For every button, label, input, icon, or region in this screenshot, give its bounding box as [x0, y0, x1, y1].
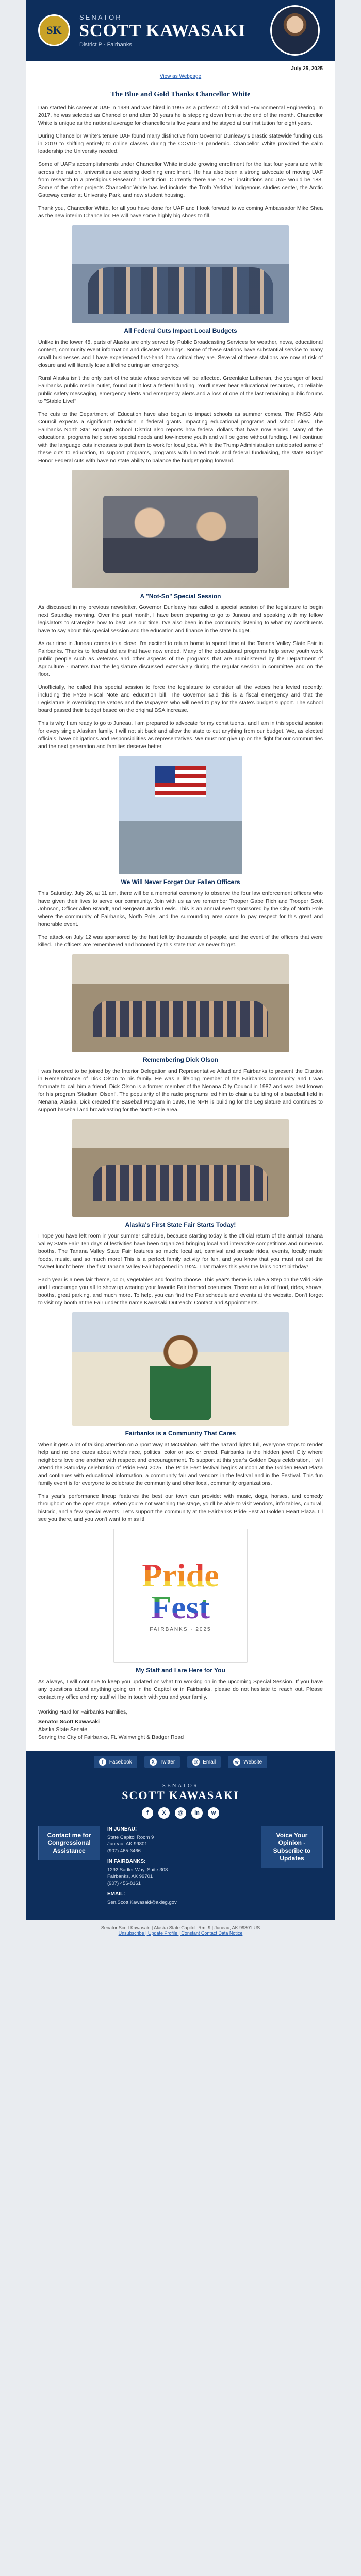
email-icon[interactable]: @	[175, 1807, 186, 1819]
footer-senator-name: SCOTT KAWASAKI	[122, 1789, 239, 1802]
linkedin-icon[interactable]: in	[191, 1807, 203, 1819]
header-district: District P · Fairbanks	[79, 41, 132, 48]
section-title: All Federal Cuts Impact Local Budgets	[124, 327, 237, 334]
paragraph: When it gets a lot of talking attention on Airport Way at McGahhan, with the hazard lights full, everyone stops to render help and no one cares about who's race, politics, color or sex or creed. Fairbanks is the hidden jewel City where neighbors love one another with respect and encouragement. To support at this year's Golden Days celebration, I will attend the Saturday celebration of Pride Fest 2025! The Pride Fest festival begins at noon at the Golden Heart Plaza and continues with educational information, a community fair and vendors in the festival and in the Festival. This fun family event is for everyone to celebrate the community and other local, community organizations.	[38, 1442, 323, 1486]
section-federal-cuts	[26, 327, 335, 588]
legal-address: Senator Scott Kawasaki | Alaska State Capitol, Rm. 9 | Juneau, AK 99801 US	[101, 1925, 260, 1930]
section-title: Alaska's First State Fair Starts Today!	[125, 1221, 236, 1228]
pride-line-1: Pride	[142, 1556, 219, 1594]
address-line: 1292 Sadler Way, Suite 308	[107, 1867, 168, 1873]
district-office-heading: IN FAIRBANKS:	[107, 1859, 146, 1865]
social-label: Email	[203, 1759, 216, 1765]
paragraph: Rural Alaska isn't the only part of the state whose services will be affected. Greenlake Lutheran, the younger of local Fairbanks public media outlet, found out it lost a federal funding. You'll never hear educational resources, no reliable public safety messaging, emergency alerts and emergency alerts and a loss of one of the last remaining public forums to "Stable Live!"	[38, 375, 323, 404]
address-line: Fairbanks, AK 99701	[107, 1874, 153, 1879]
paragraph: Each year is a new fair theme, color, vegetables and food to choose. This year's theme is Take a Step on the Wild Side and I encourage you all to show up wearing your favorite Fair themed costumes. There are a lot of food, rides, shows, booths, great parking, and much more. To help, you can find the Fair schedule and events at the website. Don't forget to visit my booth at the Fair under the name Kawasaki Outreach: Contact and Appointments.	[38, 1277, 323, 1306]
paragraph: As always, I will continue to keep you updated on what I'm working on in the upcoming Special Session. If you have any questions about anything going on in the Capitol or in Fairbanks, please do not hesitate to reach out. Please contact my office and my staff will be in touch with you and your family.	[38, 1679, 323, 1700]
unsubscribe-links[interactable]: Unsubscribe | Update Profile | Constant Contact Data Notice	[118, 1930, 243, 1936]
capitol-office-address	[107, 1834, 254, 1854]
address-line: (907) 465-3466	[107, 1848, 141, 1854]
paragraph: Dan started his career at UAF in 1989 and was hired in 1995 as a professor of Civil and Environmental Engineering. In 2017, he was selected as Chancellor and after 30 years he is stepping down from at the end of the month. Chancellor White is unique as the national average for chancellors is five years and he stayed at our institution for eight years.	[38, 105, 323, 126]
paragraph: Thank you, Chancellor White, for all you have done for UAF and I look forward to welcoming Ambassador Mike Shea as the new interim Chancellor. He will have some highly big shoes to fill.	[38, 205, 323, 219]
section-dick-olson	[26, 1056, 335, 1217]
paragraph: The cuts to the Department of Education have also begun to impact schools as summer comes. The FNSB Arts Council expects a significant reduction in federal grants impacting educational programs and school sites. The Fairbanks North Star Borough School District also reports how federal dollars that have now ended. Many of the educational programs help serve special needs and low-income youth and will be gone without funding. I will continue with the language cuts increases to put them to work for local jobs. While the Trump Administration anticipated some of these cuts to education, to support programs, programs with limited tools and federal fundraising, the state Budget Honor Federal cuts with have no state ability to balance the budget going forward.	[38, 411, 323, 464]
view-as-webpage-link[interactable]: View as Webpage	[159, 74, 202, 79]
address-line: (907) 456-8161	[107, 1880, 141, 1886]
address-line: State Capitol Room 9	[107, 1835, 154, 1840]
paragraph: This Saturday, July 26, at 11 am, there will be a memorial ceremony to observe the four law enforcement officers who have given their lives to serve our community. Join with us as we remember Trooper Gabe Rich and Trooper Scott Johnson, Officer Allen Brandt, and Sergeant Justin Lewis. This is an annual event sponsored by the City of North Pole where the community of Fairbanks, North Pole, and the surrounding area come to pay respect for this great and honorable event.	[38, 890, 323, 927]
paragraph: Unlike in the lower 48, parts of Alaska are only served by Public Broadcasting Services for weather, news, educational content, community event information and disaster warnings. Some of these stations have substantial service to many small businesses and I have experienced first-hand how critical they are. Several of these stations are now at risk of closure and will literally lose a lifeline during an emergency.	[38, 339, 323, 368]
social-button-email[interactable]	[187, 1756, 221, 1768]
paragraph: I was honored to be joined by the Interior Delegation and Representative Allard and Fairbanks to present the Citation in Remembrance of Dick Olson to his family. He was a lifelong member of the Fairbanks community and I was fortunate to call him a friend. Dick Olson is a former member of the Nenana City Council in 1987 and was best known for his program 'Stadium Olsen!'. The popularity of the radio programs led him to chair a building of a baseball field in Nenana, Alaska. Dick created the Baseball Program in 1998, the NPR is building for the Legislature and continues to support baseball and broadcasting for the North Pole area.	[38, 1068, 323, 1113]
signature-closing: Working Hard for Fairbanks Families,	[38, 1709, 128, 1715]
address-line: Juneau, AK 99801	[107, 1841, 147, 1847]
newsletter-footer	[26, 1773, 335, 1920]
legal-footer	[0, 1920, 361, 1943]
subscribe-updates-button[interactable]: Voice Your Opinion - Subscribe to Updates	[261, 1826, 323, 1868]
paragraph: The attack on July 12 was sponsored by the hurt felt by thousands of people, and the event of the officers that were killed. The officers are remembered and honored by this state that we never forget.	[38, 934, 323, 948]
signature-block	[26, 1706, 335, 1751]
social-label: Twitter	[159, 1759, 175, 1765]
footer-columns	[38, 1826, 323, 1910]
paragraph: During Chancellor White's tenure UAF found many distinctive from Governor Dunleavy's drastic statewide funding cuts in 2019 to shifting entirely to online classes during the COVID-19 pandemic. Chancellor White provided the calm leadership the University needed.	[38, 133, 323, 155]
section-title: Fairbanks is a Community That Cares	[125, 1430, 236, 1437]
twitter-icon[interactable]: X	[158, 1807, 170, 1819]
facebook-icon: f	[99, 1758, 106, 1766]
social-label: Facebook	[109, 1759, 132, 1765]
paragraph: I hope you have left room in your summer schedule, because starting today is the official return of the annual Tanana Valley State Fair! Ten days of festivities have been organized bringing local and interactive competitions and numerous booths. The Tanana Valley State Fair features so much: local art, carnival and arcade rides, events, locally made foods, music, and so much more! This is a perfect family activity for fun, and you know that you must not eat the "sweet lunch" here! The first Tanana Valley Fair happened in 1924. That makes this year the fair's 101st birthday!	[38, 1233, 323, 1270]
paragraph: As discussed in my previous newsletter, Governor Dunleavy has called a special session of the legislature to begin next Saturday morning. Over the past month, I have been preparing to go to Juneau and speaking with my fellow legislators to strategize how to best use our time. I've also been in the community listening to what my constituents have to say about this special session and the education and finance in the state budget.	[38, 604, 323, 634]
social-button-facebook[interactable]	[94, 1756, 137, 1768]
paragraph: Some of UAF's accomplishments under Chancellor White include growing enrollment for the last four years and while across the nation, universities are seeing declining enrollment. He has also been a strong advocate of moving UAF from research to a prestigious Research 1 institution. Currently there are 187 R1 institutions and UAF would be 188. Some of the other projects Chancellor White has led include: the Troth Yeddha' Indigenous studies center, the Arctic Gateway center at University Park, and new student housing.	[38, 161, 323, 198]
footer-addresses	[107, 1826, 254, 1910]
website-icon[interactable]: w	[208, 1807, 219, 1819]
footer-name-block	[38, 1783, 323, 1802]
view-in-browser	[26, 74, 335, 83]
newsletter-date: July 25, 2025	[291, 66, 323, 72]
pride-fest-logo-text	[142, 1556, 219, 1625]
section-state-fair	[26, 1221, 335, 1426]
footer-prefix: SENATOR	[162, 1783, 199, 1789]
footer-social-icons	[38, 1807, 323, 1819]
header-senator-name: SCOTT KAWASAKI	[79, 21, 246, 40]
section-special-session	[26, 592, 335, 874]
social-label: Website	[243, 1759, 262, 1765]
district-office-address	[107, 1867, 254, 1887]
website-icon: w	[233, 1758, 240, 1766]
pride-fest-graphic	[113, 1529, 248, 1663]
section-title: My Staff and I are Here for You	[136, 1667, 225, 1674]
facebook-icon[interactable]: f	[142, 1807, 153, 1819]
email-body	[26, 0, 335, 1920]
signature-name: Senator Scott Kawasaki	[38, 1719, 100, 1725]
email-icon: @	[192, 1758, 200, 1766]
signature-district: Serving the City of Fairbanks, Ft. Wainwright & Badger Road	[38, 1734, 184, 1740]
pride-fest-subtitle: FAIRBANKS · 2025	[150, 1626, 211, 1632]
contact-assistance-button[interactable]: Contact me for Congressional Assistance	[38, 1826, 100, 1860]
newsletter-header	[26, 0, 335, 61]
state-fair-mascot-photo	[72, 1312, 289, 1426]
paragraph: As our time in Juneau comes to a close, I'm excited to return home to spend time at the Tanana Valley State Fair in Fairbanks. Thanks to federal dollars that have now ended. Many of the educational programs help serve youth work public people such as veterans and other aspects of the programs that are administered by the Department of Agriculture - matters that the legislature discussed extensively during the regular session in committee and on the floor.	[38, 640, 323, 677]
olson-family-photo	[72, 1119, 289, 1217]
section-title: The Blue and Gold Thanks Chancellor White	[110, 91, 251, 98]
signature-title: Alaska State Senate	[38, 1726, 88, 1733]
email-heading: EMAIL:	[107, 1891, 125, 1897]
section-title: A "Not-So" Special Session	[140, 592, 221, 600]
section-title: We Will Never Forget Our Fallen Officers	[121, 878, 240, 886]
header-prefix: SENATOR	[79, 13, 122, 21]
pride-line-2: Fest	[151, 1588, 210, 1625]
email-address[interactable]: Sen.Scott.Kawasaki@akleg.gov	[107, 1900, 177, 1905]
social-button-twitter[interactable]	[144, 1756, 180, 1768]
section-chancellor-white	[26, 91, 335, 323]
memorial-group-photo	[72, 954, 289, 1052]
social-button-website[interactable]	[228, 1756, 267, 1768]
paragraph: This year's performance lineup features the best our town can provide: with music, dogs, horses, and comedy throughout on the open stage. When you're not watching the stage, you'll be able to visit vendors, info tables, cultural, historic, and a few special events. Let's support the community at the Fairbanks Pride Fest at Golden Heart Plaza. I'll see you there, and you won't want to miss it!	[38, 1493, 323, 1522]
section-fallen-officers	[26, 878, 335, 1052]
paragraph: Unofficially, he called this special session to force the legislature to consider all the vetoes he's levied recently, including the FY26 Fiscal Note and education bill. The Governor said this is a fiscal emergency and that the Legislature is overriding the vetoes and the taxpayers who will need to pay for the state's budget support. The school board passed their budget based on the original BSA increase.	[38, 684, 323, 714]
section-staff-here	[26, 1667, 335, 1701]
special-session-meeting-photo	[72, 470, 289, 588]
chancellor-group-photo	[72, 225, 289, 323]
social-share-bar	[26, 1751, 335, 1773]
section-title: Remembering Dick Olson	[142, 1056, 219, 1063]
senator-portrait-image	[270, 5, 320, 56]
paragraph: This is why I am ready to go to Juneau. I am prepared to advocate for my constituents, and I am in this special session for every single Alaskan family. I will not sit back and allow the state to cut anything from our budget. We, as elected officials, have obligations and responsibilities as representatives. We must not give up on the fight for our communities and the next generation and families deserve better.	[38, 720, 323, 750]
senate-seal-logo: SK	[38, 14, 70, 46]
capitol-office-heading: IN JUNEAU:	[107, 1826, 137, 1832]
section-community-cares	[26, 1430, 335, 1663]
header-name-block	[79, 13, 245, 48]
flag-ceremony-photo	[119, 756, 242, 874]
twitter-icon: X	[150, 1758, 157, 1766]
